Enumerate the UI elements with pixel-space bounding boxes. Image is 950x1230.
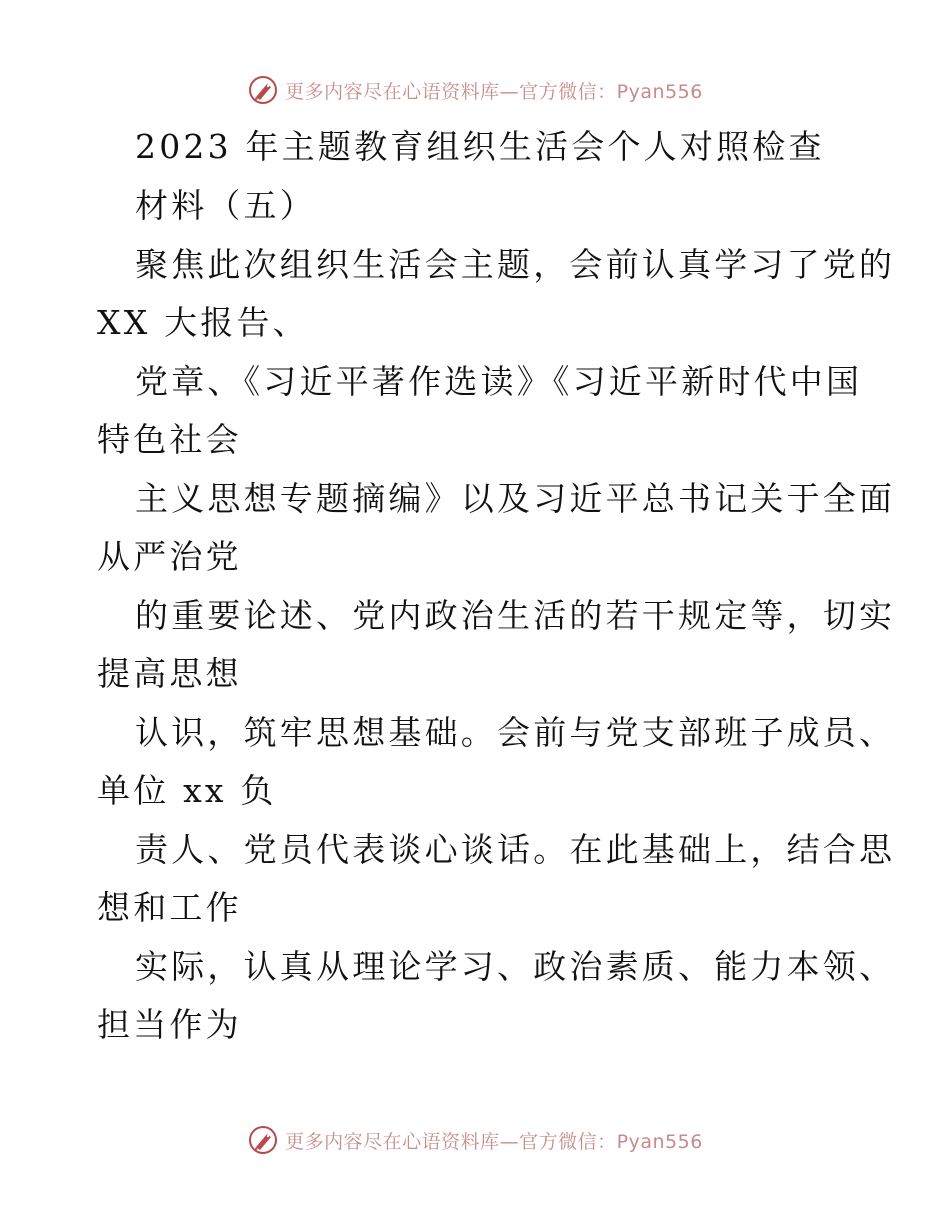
wechat-id: Pyan556 xyxy=(616,80,703,103)
paragraph-line: 想和工作 xyxy=(97,888,242,927)
document-title-line-1: 2023 年主题教育组织生活会个人对照检查 xyxy=(135,127,825,166)
paragraph-line: 单位 xx 负 xyxy=(97,771,277,810)
paragraph-line: XX 大报告、 xyxy=(97,303,309,342)
paragraph-line: 的重要论述、党内政治生活的若干规定等，切实 xyxy=(135,596,896,635)
paragraph-line: 从严治党 xyxy=(97,537,242,576)
footer-watermark xyxy=(0,1120,950,1160)
paragraph-line: 提高思想 xyxy=(97,654,242,693)
pen-nib-logo-icon xyxy=(247,1124,279,1156)
paragraph-line: 特色社会 xyxy=(97,420,242,459)
wechat-id: Pyan556 xyxy=(616,1130,703,1153)
watermark-text: 更多内容尽在心语资料库—官方微信：Pyan556 xyxy=(285,80,703,103)
paragraph-line: 认识，筑牢思想基础。会前与党支部班子成员、 xyxy=(135,713,896,752)
paragraph-line: 担当作为 xyxy=(97,1005,242,1044)
pen-nib-logo-icon xyxy=(247,74,279,106)
paragraph-line: 实际，认真从理论学习、政治素质、能力本领、 xyxy=(135,947,896,986)
watermark-text: 更多内容尽在心语资料库—官方微信：Pyan556 xyxy=(285,1130,703,1153)
paragraph-line: 聚焦此次组织生活会主题，会前认真学习了党的 xyxy=(135,245,896,284)
header-watermark xyxy=(0,70,950,110)
paragraph-line: 责人、党员代表谈心谈话。在此基础上，结合思 xyxy=(135,830,896,869)
paragraph-line: 主义思想专题摘编》以及习近平总书记关于全面 xyxy=(135,479,896,518)
paragraph-line: 党章、《习近平著作选读》《习近平新时代中国 xyxy=(135,362,863,401)
document-title-line-2: 材料（五） xyxy=(135,186,316,225)
